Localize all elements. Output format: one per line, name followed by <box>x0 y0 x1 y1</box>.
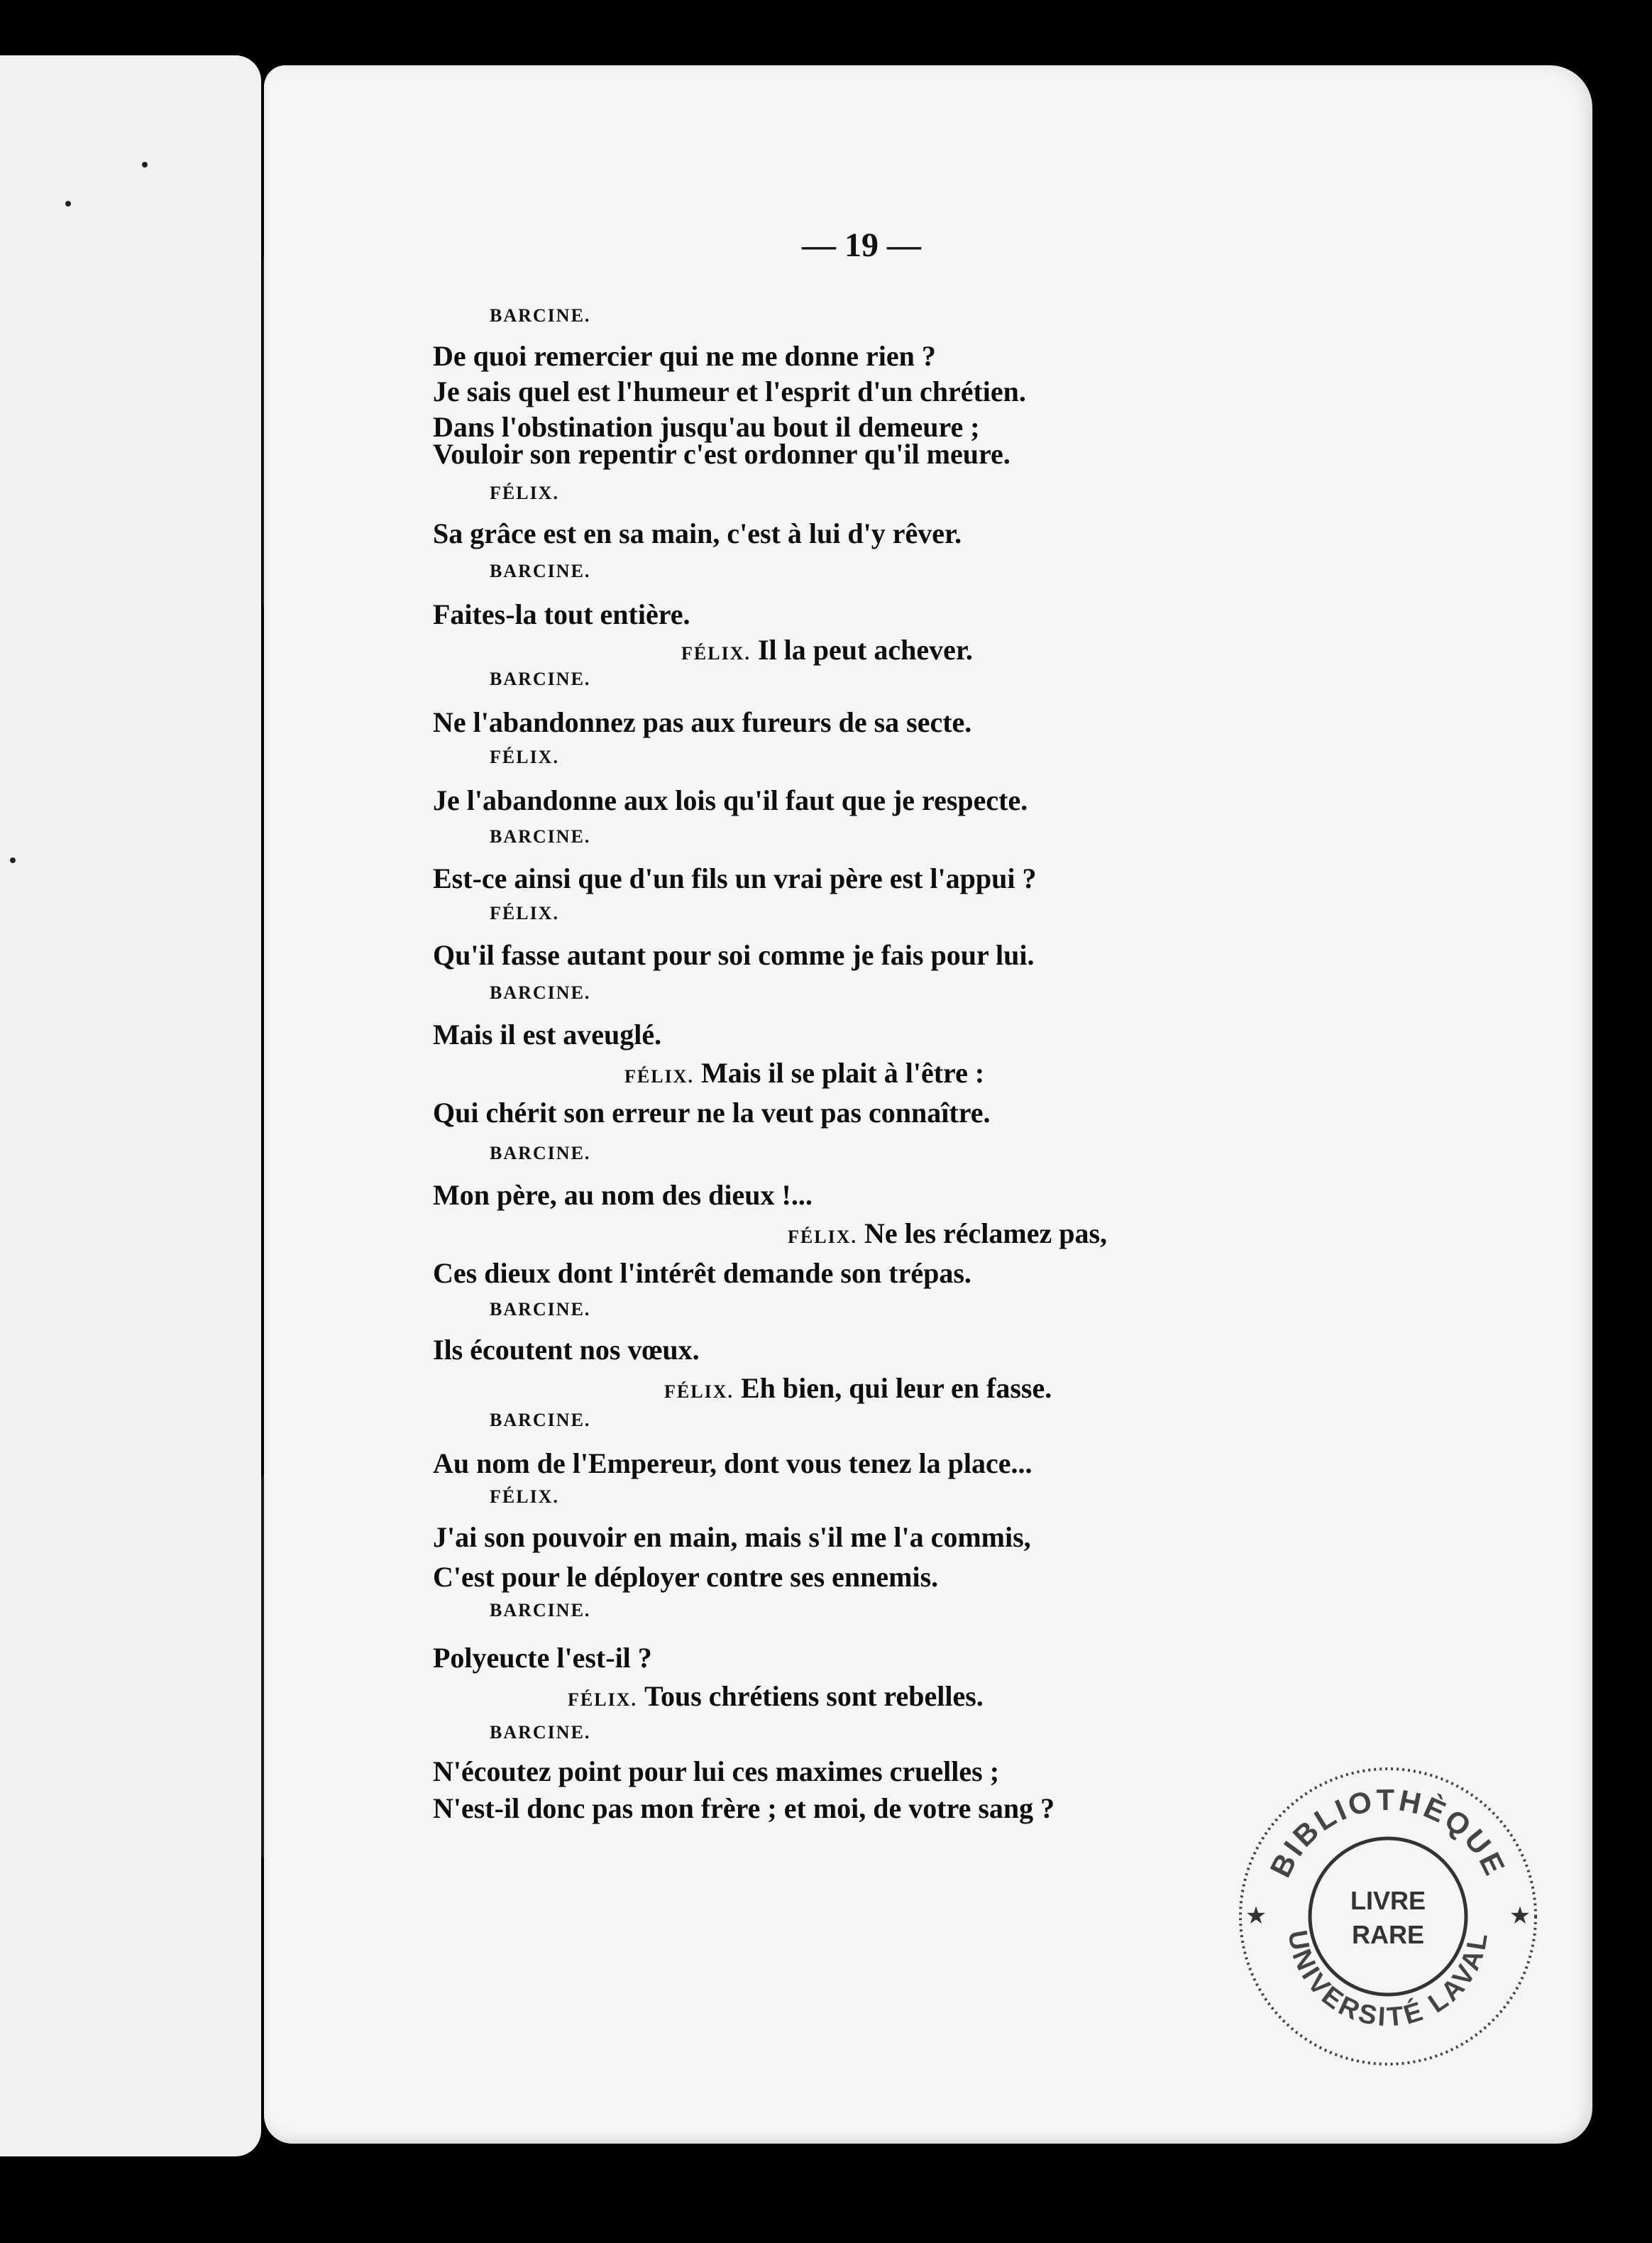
verse-line <box>433 1792 1054 1825</box>
paper-speck <box>142 162 148 168</box>
left-page-edge <box>0 55 261 2156</box>
verse-line <box>433 375 1026 408</box>
stamp-center-line2: RARE <box>1351 1920 1425 1949</box>
verse-line <box>433 784 1028 817</box>
verse-line <box>681 633 973 667</box>
verse-line <box>433 1256 971 1290</box>
stamp-ring-bottom-text: UNIVERSITÉ LAVAL <box>1282 1928 1494 2033</box>
speaker-name: FÉLIX. <box>490 903 559 923</box>
verse-line <box>433 517 962 550</box>
verse-text: Mon père, au nom des dieux !... <box>433 1179 813 1211</box>
verse-line <box>433 437 1011 471</box>
stamp-ring-top-text: BIBLIOTHÈQUE <box>1263 1782 1513 1882</box>
verse-line <box>624 1056 984 1090</box>
speaker-name: BARCINE. <box>490 826 591 847</box>
speaker-name: BARCINE. <box>490 305 591 326</box>
library-stamp <box>1229 1757 1547 2075</box>
verse-line <box>568 1679 984 1713</box>
speaker-name: BARCINE. <box>490 1143 591 1163</box>
verse-text: Je sais quel est l'humeur et l'esprit d'un chrétien. <box>433 375 1026 407</box>
star-icon: ★ <box>1509 1902 1531 1930</box>
verse-text: Qui chérit son erreur ne la veut pas connaître. <box>433 1097 991 1129</box>
verse-text: N'écoutez point pour lui ces maximes cruelles ; <box>433 1755 1000 1787</box>
verse-text: Vouloir son repentir c'est ordonner qu'il meure. <box>433 438 1011 470</box>
speaker-name: FÉLIX. <box>490 1486 559 1507</box>
speaker-name: FÉLIX. <box>624 1066 694 1087</box>
verse-text: Faites-la tout entière. <box>433 598 690 630</box>
speaker-name: BARCINE. <box>490 561 591 581</box>
paper-speck <box>10 857 16 863</box>
verse-text: Mais il est aveuglé. <box>433 1019 662 1051</box>
stamp-center-line1: LIVRE <box>1350 1886 1426 1915</box>
speaker-name: FÉLIX. <box>490 747 559 767</box>
verse-text: Eh bien, qui leur en fasse. <box>740 1372 1052 1404</box>
speaker-name: FÉLIX. <box>664 1381 734 1402</box>
verse-line <box>433 1560 938 1594</box>
verse-text: Tous chrétiens sont rebelles. <box>644 1680 984 1712</box>
speaker-name: BARCINE. <box>490 1600 591 1620</box>
verse-line <box>433 1096 991 1129</box>
stamp-graphic <box>1229 1757 1547 2075</box>
speaker-name: BARCINE. <box>490 669 591 689</box>
verse-line <box>433 339 936 373</box>
verse-line <box>433 1178 813 1212</box>
verse-line <box>433 1641 652 1674</box>
speaker-name: BARCINE. <box>490 1722 591 1743</box>
verse-text: De quoi remercier qui ne me donne rien ? <box>433 340 936 372</box>
verse-text: Ne l'abandonnez pas aux fureurs de sa secte. <box>433 706 972 738</box>
verse-text: Qu'il fasse autant pour soi comme je fais pour lui. <box>433 939 1035 971</box>
verse-line <box>433 938 1034 972</box>
verse-line <box>433 598 690 631</box>
verse-line <box>664 1371 1052 1405</box>
star-icon: ★ <box>1245 1902 1267 1930</box>
speaker-name: FÉLIX. <box>490 483 559 503</box>
verse-line <box>433 1755 999 1788</box>
verse-text: Ne les réclamez pas, <box>864 1217 1108 1249</box>
verse-text: Ces dieux dont l'intérêt demande son trépas. <box>433 1257 971 1289</box>
verse-text: J'ai son pouvoir en main, mais s'il me l'a commis, <box>433 1521 1031 1553</box>
page-number: — 19 — <box>802 226 921 264</box>
verse-text: C'est pour le déployer contre ses ennemis. <box>433 1561 939 1593</box>
paper-speck <box>65 201 71 207</box>
verse-text: Sa grâce est en sa main, c'est à lui d'y rêver. <box>433 517 962 549</box>
verse-line <box>433 1520 1031 1554</box>
verse-text: Polyeucte l'est-il ? <box>433 1642 652 1674</box>
speaker-name: BARCINE. <box>490 1299 591 1320</box>
verse-line <box>433 862 1037 895</box>
verse-text: Je l'abandonne aux lois qu'il faut que je respecte. <box>433 784 1028 816</box>
verse-text: Dans l'obstination jusqu'au bout il demeure ; <box>433 411 980 443</box>
speaker-name: FÉLIX. <box>568 1689 637 1710</box>
speaker-name: FÉLIX. <box>681 643 751 664</box>
speaker-name: BARCINE. <box>490 1410 591 1430</box>
verse-text: Il la peut achever. <box>757 634 973 666</box>
verse-text: Mais il se plait à l'être : <box>700 1057 985 1089</box>
verse-line <box>433 706 971 739</box>
verse-text: Au nom de l'Empereur, dont vous tenez la place... <box>433 1447 1032 1479</box>
speaker-name: BARCINE. <box>490 982 591 1003</box>
verse-line <box>433 1018 661 1051</box>
verse-text: N'est-il donc pas mon frère ; et moi, de votre sang ? <box>433 1792 1055 1824</box>
verse-line <box>788 1217 1107 1250</box>
verse-line <box>433 1447 1032 1480</box>
verse-text: Est-ce ainsi que d'un fils un vrai père est l'appui ? <box>433 862 1037 894</box>
verse-text: Ils écoutent nos vœux. <box>433 1334 700 1366</box>
speaker-name: FÉLIX. <box>788 1227 857 1247</box>
verse-line <box>433 1333 700 1366</box>
